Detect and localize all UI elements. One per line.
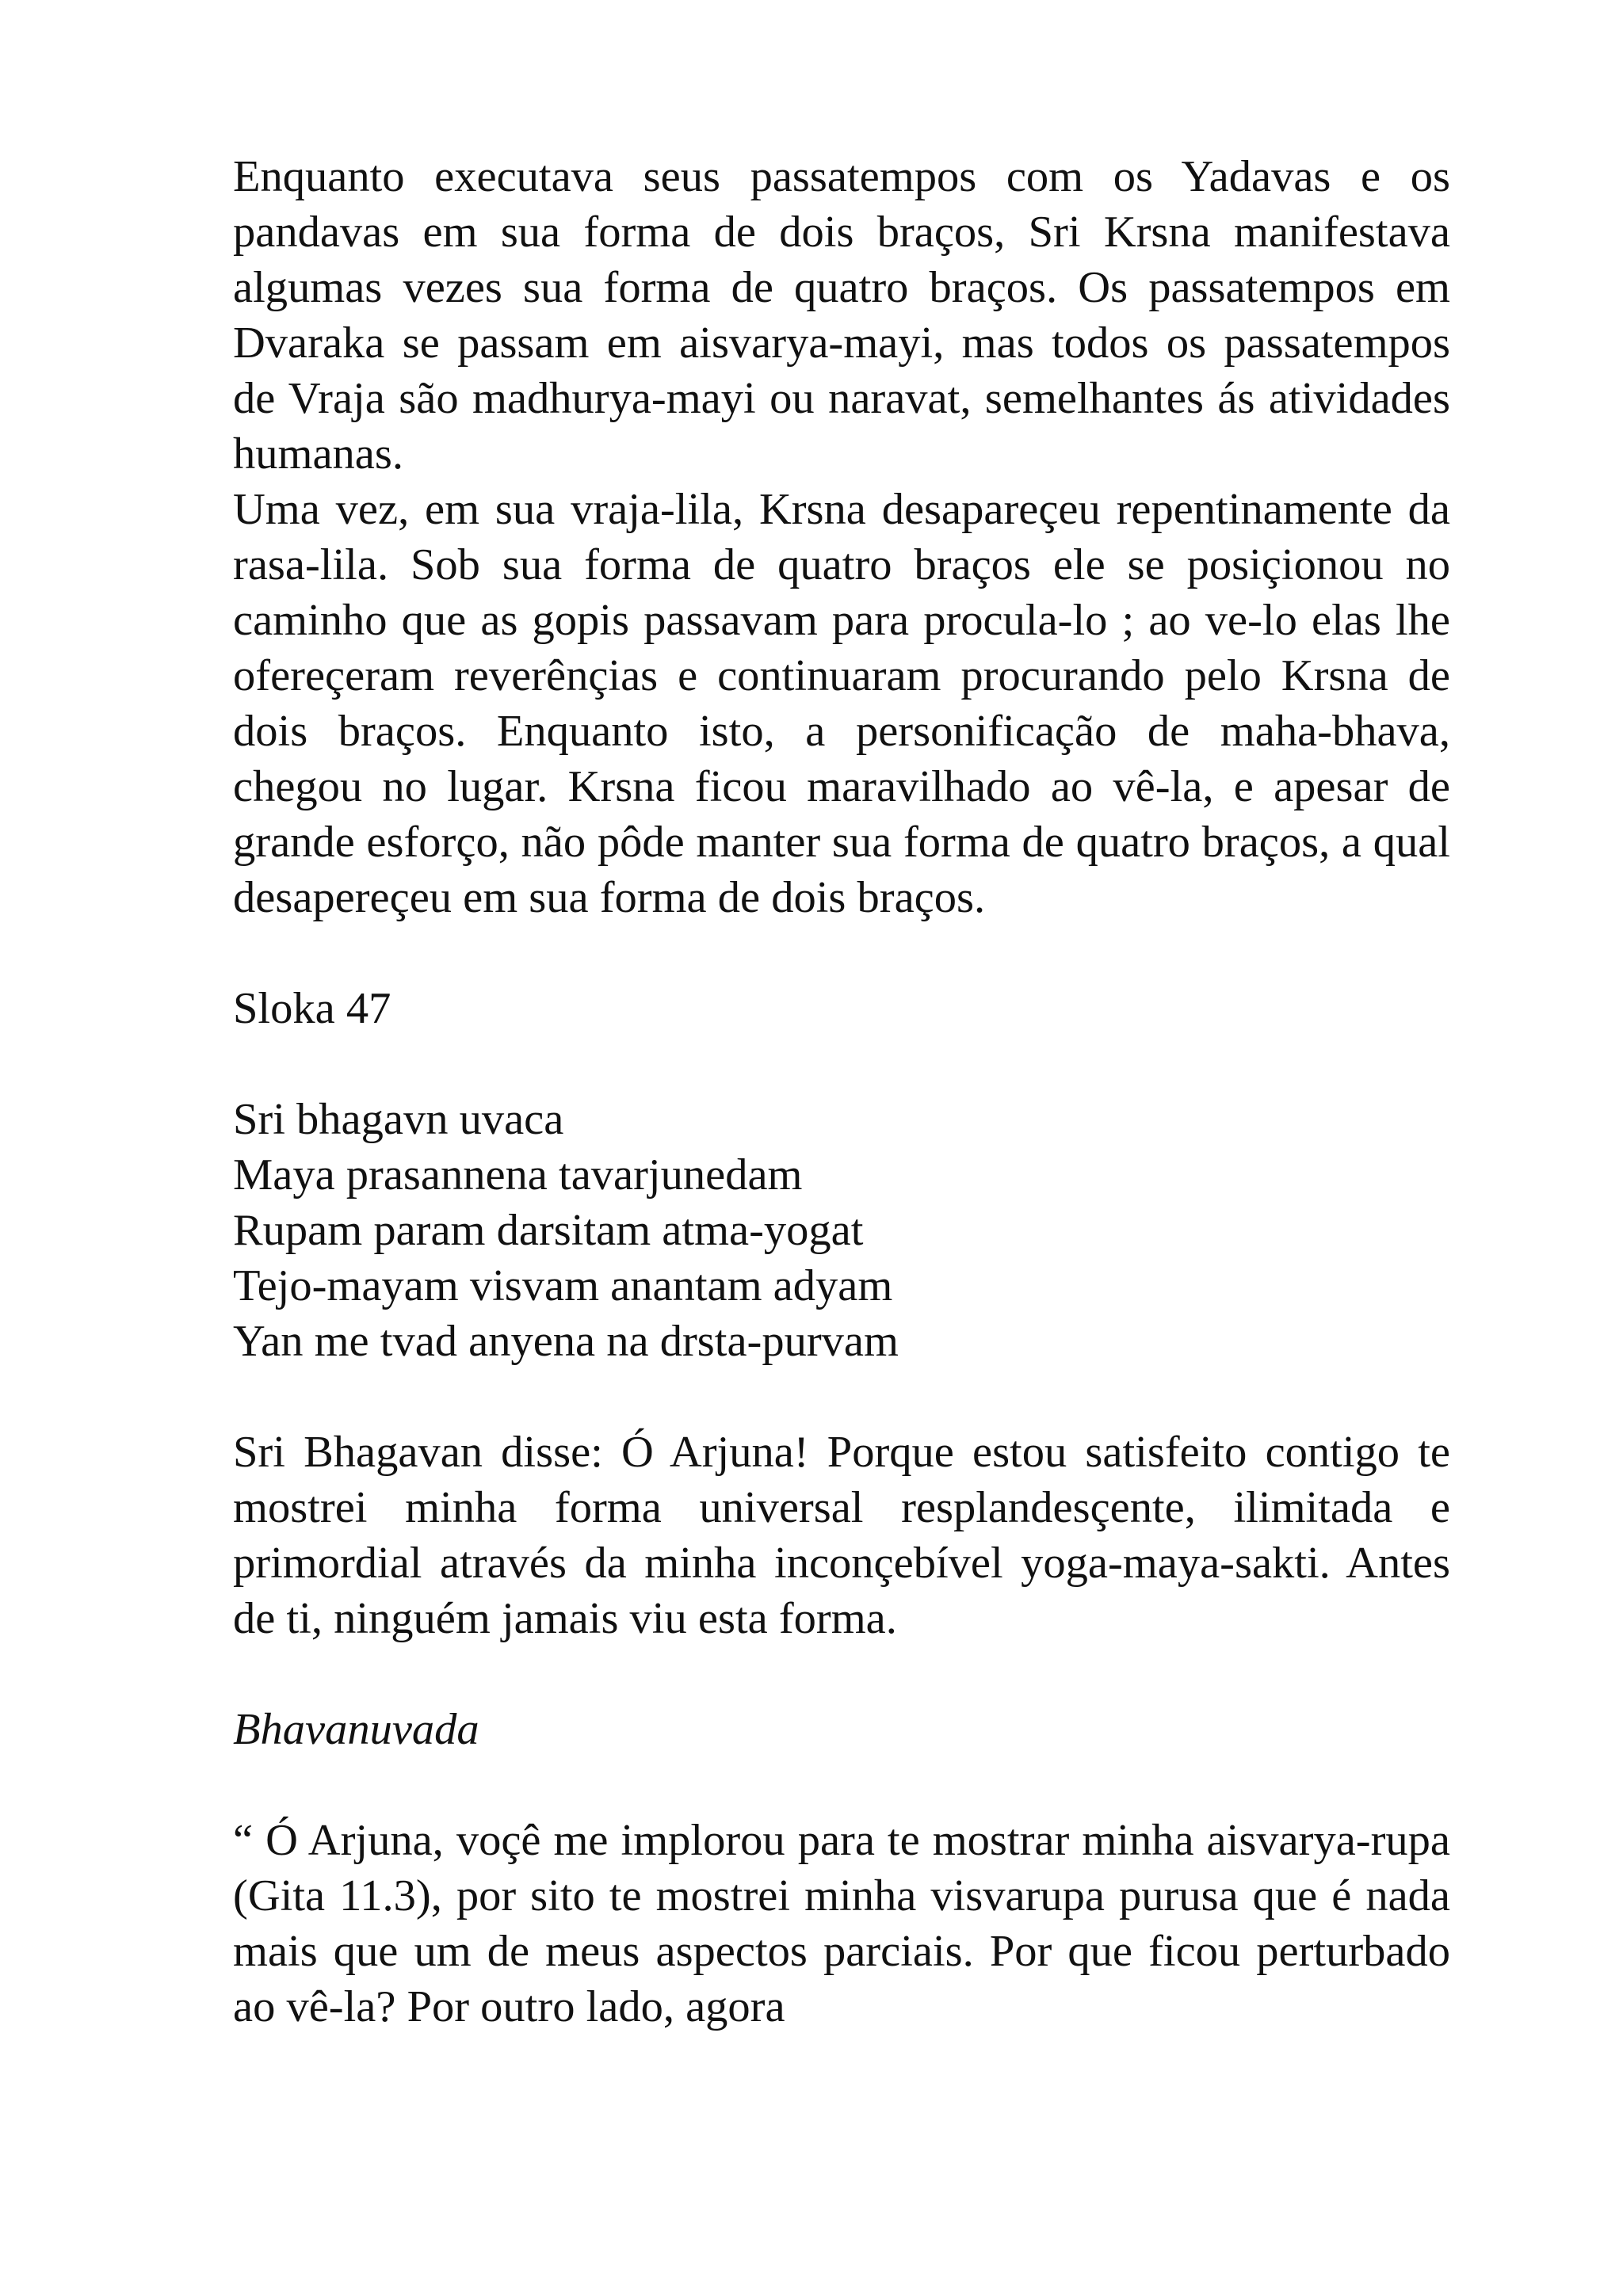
- verse-line: Maya prasannena tavarjunedam: [233, 1150, 803, 1199]
- translation-paragraph: Sri Bhagavan disse: Ó Arjuna! Porque estou satisfeito contigo te mostrei minha forma universal resplandesçente, ilimitada e primordial através da minha inconçebível yoga-maya-sakti. Antes de ti, ninguém jamais viu esta forma.: [233, 1428, 1450, 1643]
- verse-line: Tejo-mayam visvam anantam adyam: [233, 1261, 893, 1310]
- verse-line: Sri bhagavn uvaca: [233, 1095, 564, 1144]
- spacer: [233, 1646, 1450, 1702]
- spacer: [233, 925, 1450, 981]
- commentary-paragraph: “ Ó Arjuna, voçê me implorou para te mostrar minha aisvarya-rupa (Gita 11.3), por sito te mostrei minha visvarupa purusa que é nada mais que um de meus aspectos parciais. Por que ficou perturbado ao vê-la? Por outro lado, agora: [233, 1816, 1450, 2031]
- sanskrit-verse: [233, 1092, 1450, 1369]
- paragraph-vraja-lila: Uma vez, em sua vraja-lila, Krsna desapareçeu repentinamente da rasa-lila. Sob sua forma de quatro braços ele se posiçionou no caminho que as gopis passavam para procula-lo ; ao ve-lo elas lhe ofereçeram reverênçias e continuaram procurando pelo Krsna de dois braços. Enquanto isto, a personificação de maha-bhava, chegou no lugar. Krsna ficou maravilhado ao vê-la, e apesar de grande esforço, não pôde manter sua forma de quatro braços, a qual desapereçeu em sua forma de dois braços.: [233, 485, 1450, 922]
- verse-line: Rupam param darsitam atma-yogat: [233, 1206, 864, 1255]
- spacer: [233, 1757, 1450, 1813]
- spacer: [233, 1369, 1450, 1425]
- document-body: [233, 149, 1450, 2035]
- spacer: [233, 1036, 1450, 1092]
- sloka-heading: Sloka 47: [233, 984, 391, 1033]
- commentary-heading: Bhavanuvada: [233, 1705, 479, 1754]
- paragraph-yadavas: Enquanto executava seus passatempos com os Yadavas e os pandavas em sua forma de dois braços, Sri Krsna manifestava algumas vezes sua forma de quatro braços. Os passatempos em Dvaraka se passam em aisvarya-mayi, mas todos os passatempos de Vraja são madhurya-mayi ou naravat, semelhantes ás atividades humanas.: [233, 152, 1450, 479]
- verse-line: Yan me tvad anyena na drsta-purvam: [233, 1317, 899, 1366]
